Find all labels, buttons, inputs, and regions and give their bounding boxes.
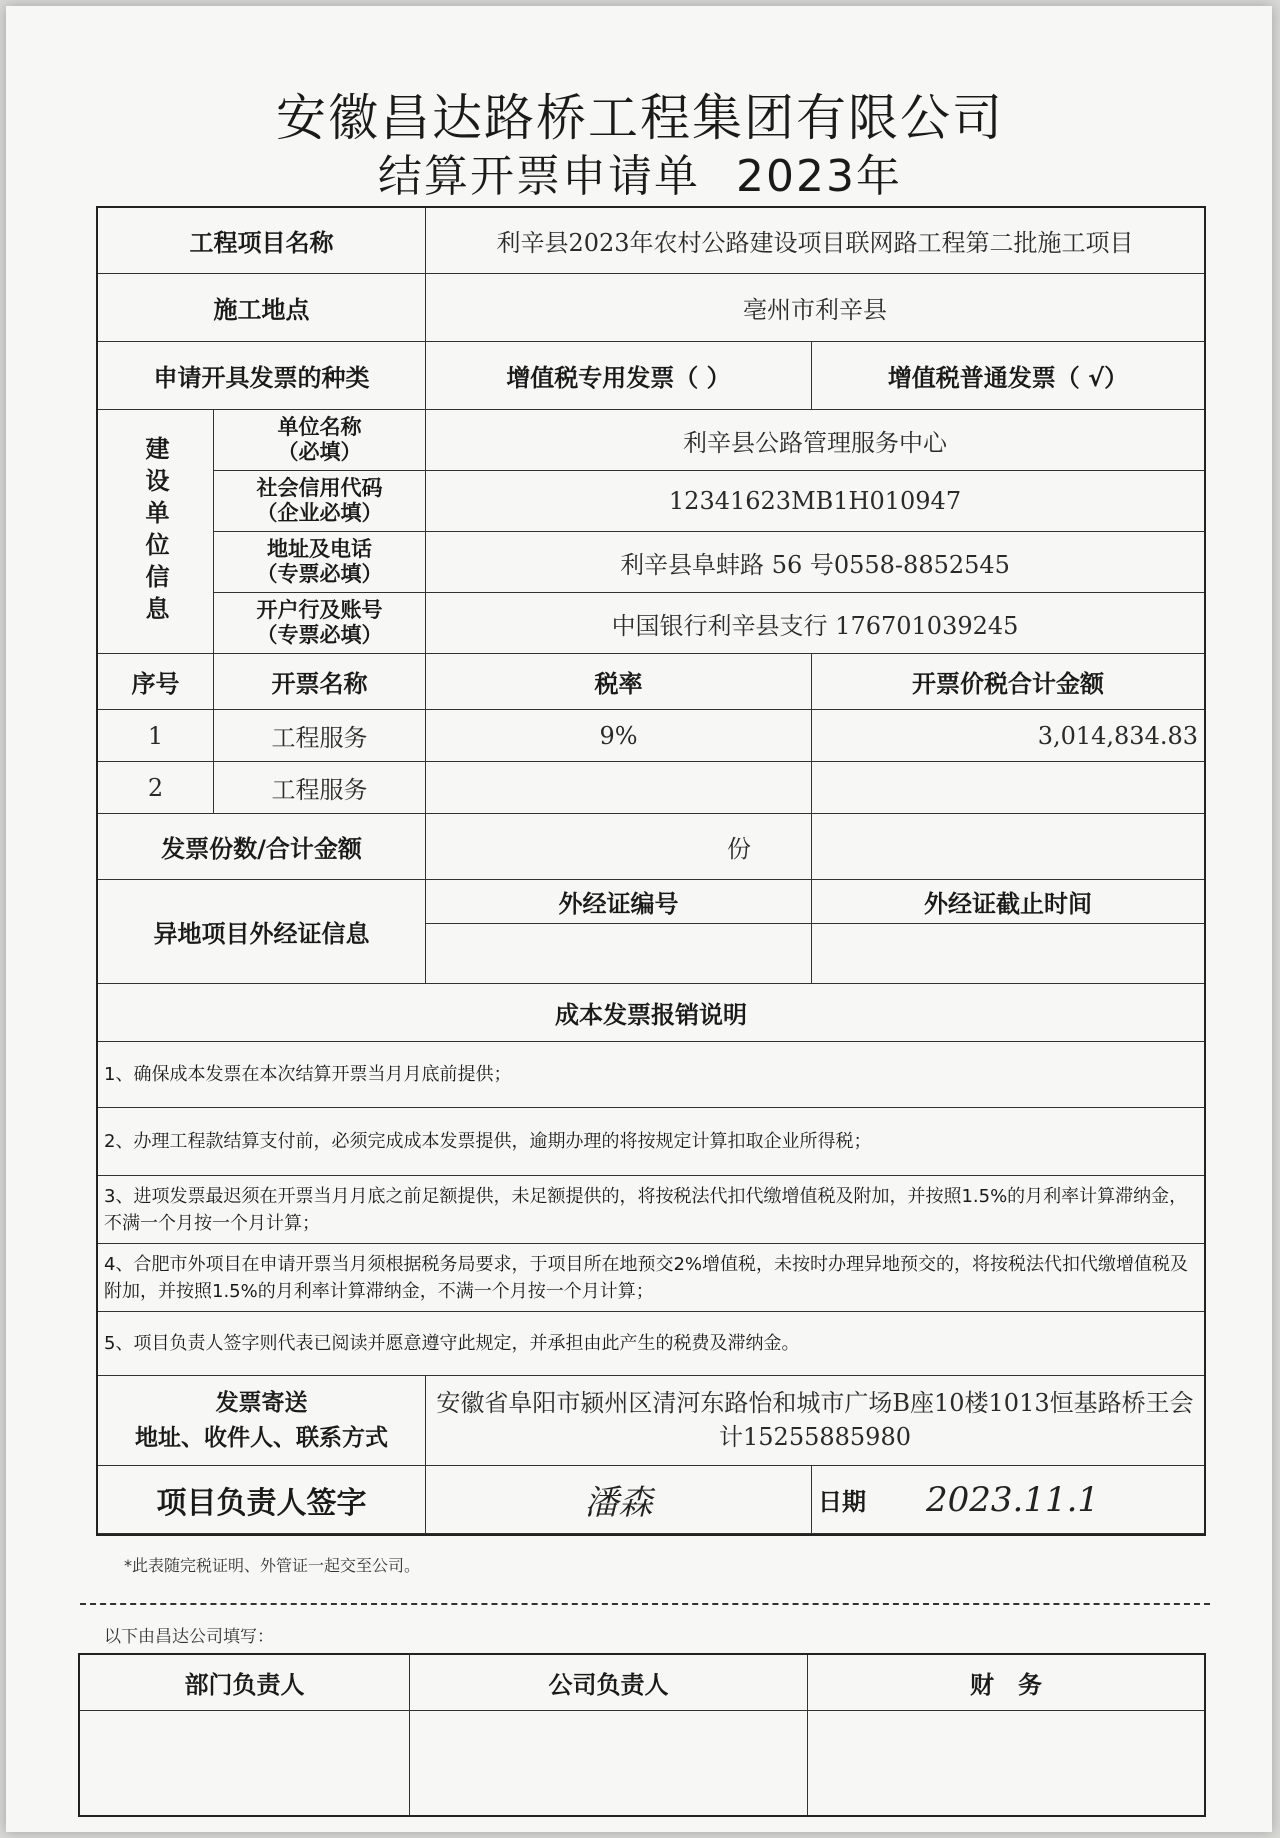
- address-phone-required: （专票必填）: [256, 562, 383, 586]
- total-amount-blank: [812, 814, 1204, 880]
- date-label: 日期: [818, 1488, 866, 1516]
- site-value: 亳州市利辛县: [426, 274, 1204, 342]
- delivery-label-line1: 发票寄送: [215, 1390, 308, 1416]
- finance-label: 财 务: [808, 1655, 1204, 1711]
- company-head-sign-box: [410, 1711, 808, 1815]
- note-5: 5、项目负责人签字则代表已阅读并愿意遵守此规定，并承担由此产生的税费及滞纳金。: [98, 1312, 1204, 1376]
- item-1-rate: 9%: [426, 710, 812, 762]
- credit-code-value: 12341623MB1H010947: [426, 471, 1204, 532]
- unit-name-value: 利辛县公路管理服务中心: [426, 410, 1204, 471]
- special-vat-invoice-option: 增值税专用发票（ ）: [426, 342, 812, 410]
- col-header-name: 开票名称: [214, 654, 426, 710]
- site-label: 施工地点: [98, 274, 426, 342]
- note-1: 1、确保成本发票在本次结算开票当月月底前提供；: [98, 1042, 1204, 1108]
- company-title: 安徽昌达路桥工程集团有限公司: [276, 89, 1004, 147]
- project-name-value: 利辛县2023年农村公路建设项目联网路工程第二批施工项目: [426, 208, 1204, 274]
- bank-account-label-text: 开户行及账号: [256, 597, 383, 622]
- copies-unit: 份: [426, 814, 812, 880]
- sign-label: 项目负责人签字: [98, 1466, 426, 1534]
- unit-name-label: [214, 410, 426, 471]
- credit-code-label-text: 社会信用代码: [256, 475, 383, 500]
- dept-head-sign-box: [80, 1711, 410, 1815]
- signature-area: [426, 1466, 812, 1534]
- delivery-label-line2: 地址、收件人、联系方式: [135, 1424, 388, 1451]
- cert-expiry-label: 外经证截止时间: [812, 880, 1204, 924]
- item-1-amount: 3,014,834.83: [812, 710, 1204, 762]
- item-2-no: 2: [98, 762, 214, 814]
- company-head-label: 公司负责人: [410, 1655, 808, 1711]
- date-value: 2023.11.1: [926, 1479, 1100, 1520]
- outside-project-label: 异地项目外经证信息: [98, 880, 426, 984]
- credit-code-label: [214, 471, 426, 532]
- cert-expiry-value: [812, 924, 1204, 984]
- col-header-amount: 开票价税合计金额: [812, 654, 1204, 710]
- signature: 潘森: [584, 1483, 653, 1523]
- unit-name-required: （必填）: [277, 440, 362, 464]
- company-approval-table: [78, 1653, 1206, 1817]
- item-1-name: 工程服务: [214, 710, 426, 762]
- delivery-label: [98, 1376, 426, 1466]
- form-title-text: 结算开票申请单: [378, 151, 700, 202]
- note-4: 4、合肥市外项目在申请开票当月须根据税务局要求，于项目所在地预交2%增值税，未按时办理异地预交的，将按税法代扣代缴增值税及附加，并按照1.5%的月利率计算滞纳金，不满一个月按一个月计算；: [98, 1244, 1204, 1312]
- address-phone-label-text: 地址及电话: [267, 536, 372, 561]
- col-header-rate: 税率: [426, 654, 812, 710]
- bank-account-required: （专票必填）: [256, 623, 383, 647]
- note-3: 3、进项发票最迟须在开票当月月底之前足额提供，未足额提供的，将按税法代扣代缴增值税及附加，并按照1.5%的月利率计算滞纳金，不满一个月按一个月计算；: [98, 1176, 1204, 1244]
- company-fill-note: 以下由昌达公司填写：: [104, 1627, 274, 1647]
- date-area: [812, 1466, 1204, 1534]
- bank-account-value: 中国银行利辛县支行 176701039245: [426, 593, 1204, 654]
- address-phone-value: 利辛县阜蚌路 56 号0558-8852545: [426, 532, 1204, 593]
- item-2-amount: [812, 762, 1204, 814]
- cut-line: [80, 1603, 1210, 1605]
- invoice-type-label: 申请开具发票的种类: [98, 342, 426, 410]
- bank-account-label: [214, 593, 426, 654]
- application-form-table: [96, 206, 1206, 1536]
- finance-sign-box: [808, 1711, 1204, 1815]
- credit-code-required: （企业必填）: [256, 501, 383, 525]
- project-name-label: 工程项目名称: [98, 208, 426, 274]
- address-phone-label: [214, 532, 426, 593]
- unit-name-label-text: 单位名称: [277, 414, 362, 439]
- item-1-no: 1: [98, 710, 214, 762]
- ordinary-vat-invoice-option: 增值税普通发票（ √）: [812, 342, 1204, 410]
- item-2-rate: [426, 762, 812, 814]
- item-2-name: 工程服务: [214, 762, 426, 814]
- notes-title: 成本发票报销说明: [98, 984, 1204, 1042]
- form-year: 2023年: [736, 151, 902, 202]
- footnote: *此表随完税证明、外管证一起交至公司。: [124, 1556, 421, 1575]
- delivery-value: 安徽省阜阳市颍州区清河东路怡和城市广场B座10楼1013恒基路桥王会计15255885980: [426, 1376, 1204, 1466]
- form-title: [0, 140, 1280, 204]
- note-2: 2、办理工程款结算支付前，必须完成成本发票提供，逾期办理的将按规定计算扣取企业所得税；: [98, 1108, 1204, 1176]
- totals-label: 发票份数/合计金额: [98, 814, 426, 880]
- builder-info-group-label: 建设单位信息: [98, 410, 214, 654]
- dept-head-label: 部门负责人: [80, 1655, 410, 1711]
- cert-no-value: [426, 924, 812, 984]
- col-header-no: 序号: [98, 654, 214, 710]
- cert-no-label: 外经证编号: [426, 880, 812, 924]
